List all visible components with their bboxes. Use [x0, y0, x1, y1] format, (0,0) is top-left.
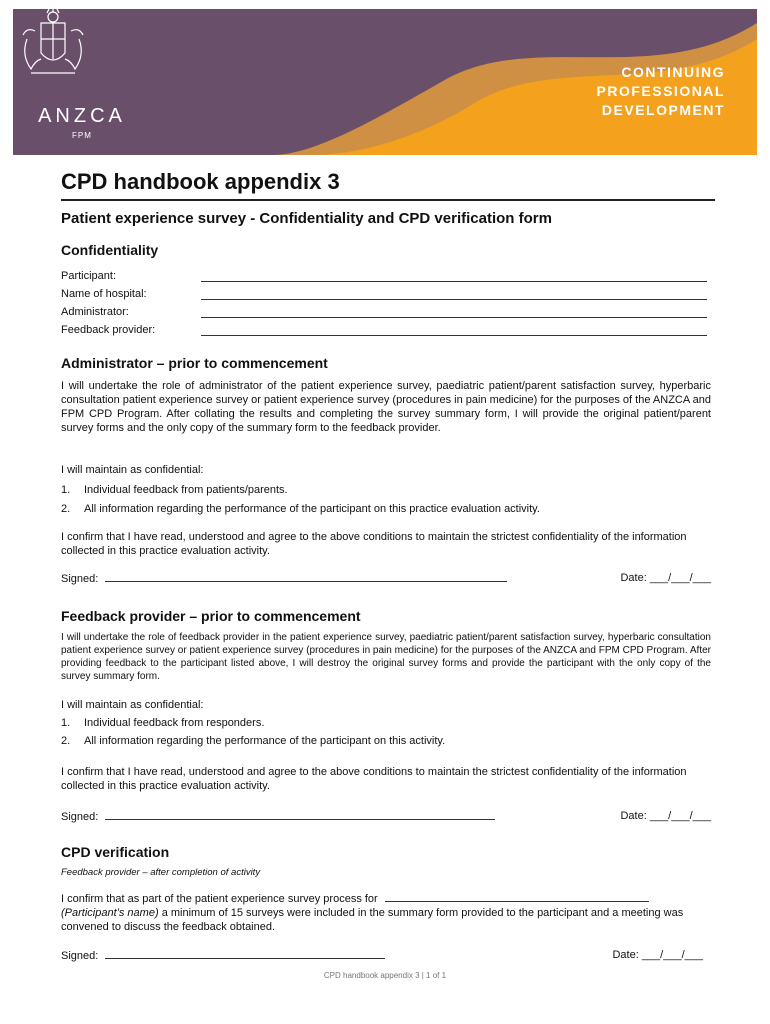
date-field[interactable]: Date: ___/___/___	[620, 810, 711, 822]
administrator-paragraph: I will undertake the role of administrator of the patient experience survey, paediatric patient/parent satisfaction survey, hyperbaric consultation patient experience survey or patient experience survey (procedures in pain medicine) for the purposes of the ANZCA and FPM CPD Program. After collating the results and completing the survey summary form, I will provide the original patient/parent survey forms and the only copy of the summary form to the feedback provider.	[61, 380, 711, 434]
statement-rest: a minimum of 15 surveys were included in the summary form provided to the participant and a meeting was convened to discuss the feedback obtained.	[61, 907, 684, 933]
signature-line[interactable]	[105, 809, 495, 820]
banner-title-line: CONTINUING	[621, 64, 725, 80]
cpd-verification-heading: CPD verification	[61, 844, 170, 860]
list-text: All information regarding the performance of the participant on this practice evaluation activity.	[84, 503, 540, 515]
cpd-signature-row	[61, 948, 703, 963]
signature-line[interactable]	[105, 948, 385, 959]
confidentiality-heading: Confidentiality	[61, 242, 159, 258]
banner-title	[597, 63, 725, 120]
feedback-provider-paragraph: I will undertake the role of feedback provider in the patient experience survey, paediatric patient/parent satisfaction survey, hyperbaric consultation patient experience survey or patient experience survey (procedures in pain medicine) for the purposes of the ANZCA and FPM CPD Program. After providing feedback to the participant listed above, I will destroy the original survey forms and provide the participant with the only copy of the survey summary form.	[61, 632, 711, 682]
cpd-verification-note: Feedback provider – after completion of activity	[61, 867, 261, 878]
list-number: 2.	[61, 503, 71, 515]
signed-label: Signed:	[61, 573, 99, 585]
participant-name-line[interactable]	[385, 891, 649, 902]
field-label: Administrator:	[61, 306, 129, 318]
header-banner	[13, 9, 757, 155]
feedback-provider-heading: Feedback provider – prior to commencement	[61, 608, 361, 624]
list-item	[61, 483, 288, 497]
field-label: Feedback provider:	[61, 324, 156, 336]
list-text: Individual feedback from responders.	[84, 717, 265, 729]
date-field[interactable]: Date: ___/___/___	[612, 949, 703, 961]
page-footer: CPD handbook appendix 3 | 1 of 1	[323, 971, 447, 980]
field-line[interactable]	[201, 281, 707, 282]
feedback-maintain-label: I will maintain as confidential:	[61, 699, 204, 711]
title-divider	[61, 199, 715, 201]
feedback-confirm: I confirm that I have read, understood and agree to the above conditions to maintain the strictest confidentiality of the information collected in this practice evaluation activity.	[61, 766, 687, 792]
banner-title-line: DEVELOPMENT	[601, 102, 725, 118]
list-item	[61, 734, 446, 748]
signed-label: Signed:	[61, 811, 99, 823]
list-number: 1.	[61, 484, 71, 496]
anzca-crest-icon	[13, 9, 93, 85]
feedback-signature-row	[61, 809, 711, 824]
field-line[interactable]	[201, 317, 707, 318]
logo-subtext: FPM	[72, 131, 92, 140]
administrator-heading: Administrator – prior to commencement	[61, 355, 328, 371]
field-label: Name of hospital:	[61, 288, 147, 300]
date-field[interactable]: Date: ___/___/___	[620, 572, 711, 584]
list-number: 1.	[61, 717, 71, 729]
field-line[interactable]	[201, 335, 707, 336]
participant-name-label: (Participant’s name)	[61, 907, 159, 919]
page-title: CPD handbook appendix 3	[61, 169, 340, 194]
list-text: All information regarding the performance of the participant on this activity.	[84, 735, 446, 747]
banner-title-line: PROFESSIONAL	[596, 83, 725, 99]
form-subtitle: Patient experience survey - Confidentiality and CPD verification form	[61, 210, 552, 227]
list-item	[61, 502, 540, 516]
list-number: 2.	[61, 735, 71, 747]
list-text: Individual feedback from patients/parents.	[84, 484, 288, 496]
field-line[interactable]	[201, 299, 707, 300]
administrator-confirm: I confirm that I have read, understood and agree to the above conditions to maintain the strictest confidentiality of the information collected in this practice evaluation activity.	[61, 531, 687, 557]
cpd-verification-statement	[61, 891, 711, 934]
administrator-maintain-label: I will maintain as confidential:	[61, 464, 204, 476]
signature-line[interactable]	[105, 571, 507, 582]
signed-label: Signed:	[61, 950, 99, 962]
logo-text: ANZCA	[38, 105, 126, 127]
statement-start: I confirm that as part of the patient experience survey process for	[61, 893, 378, 905]
field-label: Participant:	[61, 270, 117, 282]
administrator-signature-row	[61, 571, 711, 586]
list-item	[61, 716, 265, 730]
